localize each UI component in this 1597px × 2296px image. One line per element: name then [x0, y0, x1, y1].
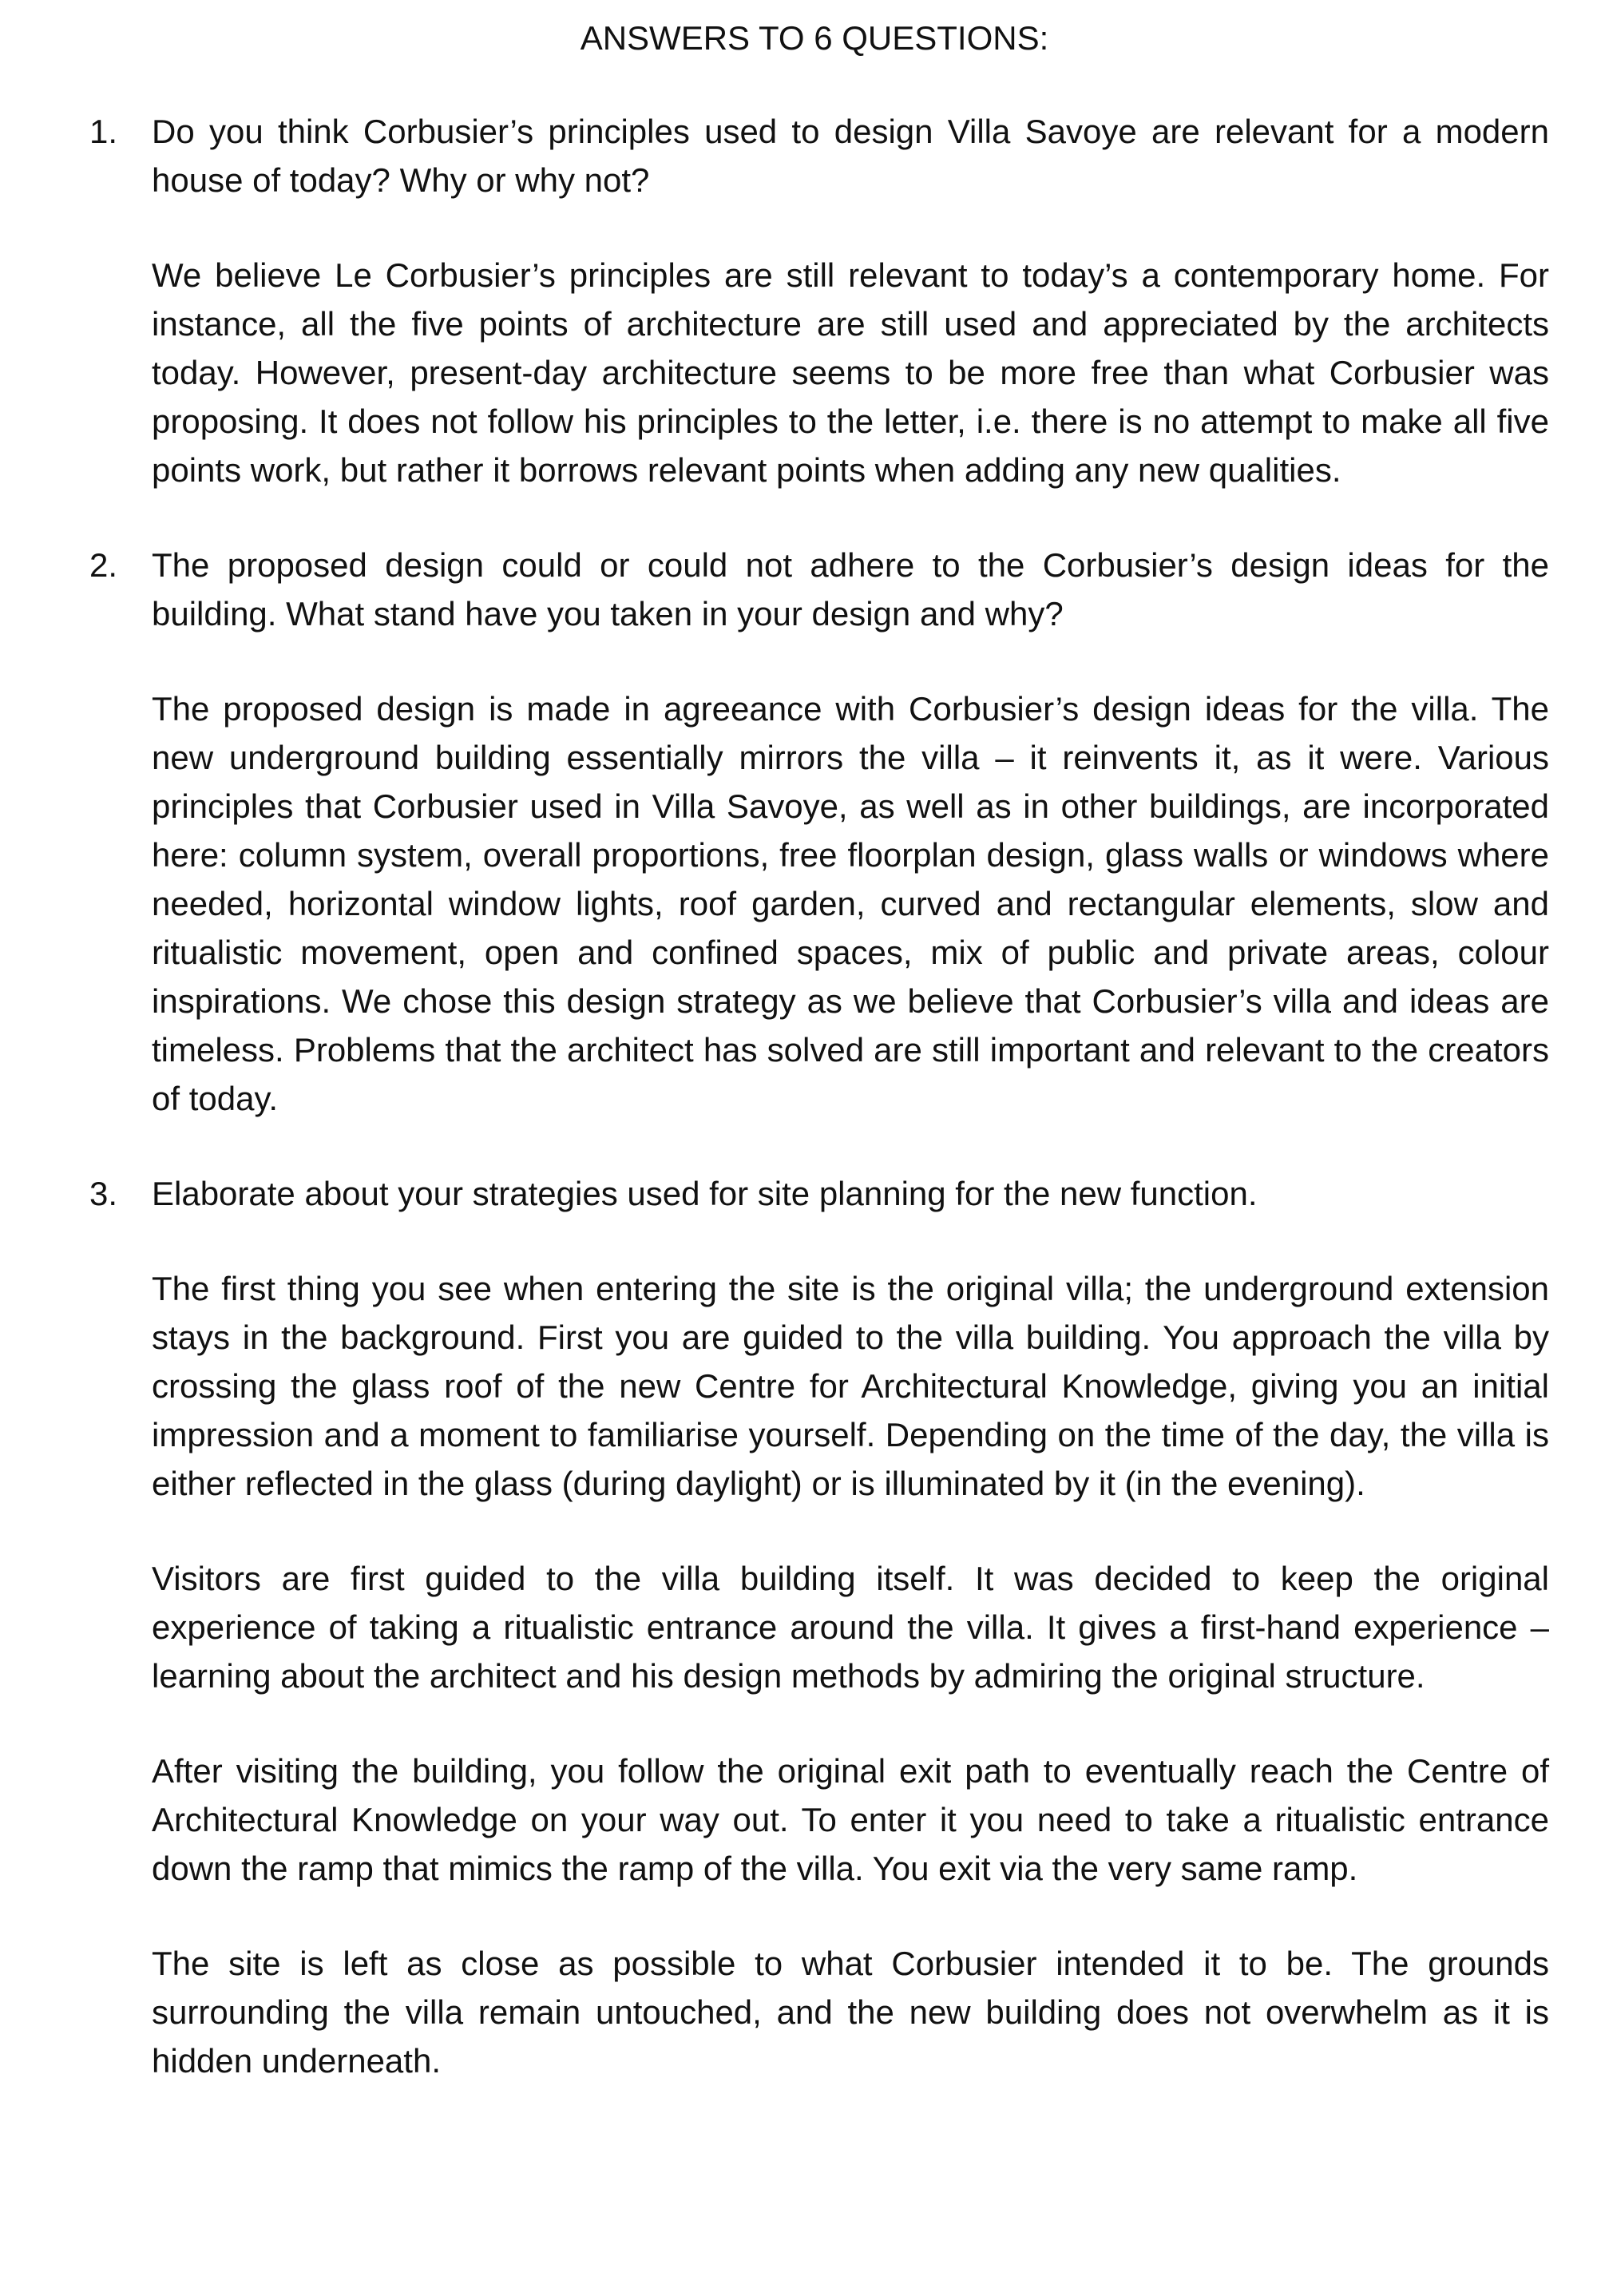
question-number: 2.	[89, 546, 118, 584]
answer-paragraph: We believe Le Corbusier’s principles are still relevant to today’s a contemporary home. For instance, all the five points of architecture are still used and appreciated by the architects today. However, present-day architecture seems to be more free than what Corbusier was proposing. It does not follow his principles to the letter, i.e. there is no attempt to make all five points work, but rather it borrows relevant points when adding any new qualities.	[152, 256, 1549, 489]
answer-paragraph: After visiting the building, you follow the original exit path to eventually reach the Centre of Architectural Knowledge on your way out. To enter it you need to take a ritualistic entrance down the ramp that mimics the ramp of the villa. You exit via the very same ramp.	[152, 1752, 1549, 1887]
answer-paragraph: Visitors are first guided to the villa building itself. It was decided to keep the original experience of taking a ritualistic entrance around the villa. It gives a first-hand experience – learning about the architect and his design methods by admiring the original structure.	[152, 1560, 1549, 1695]
answer-paragraph: The site is left as close as possible to what Corbusier intended it to be. The grounds surrounding the villa remain untouched, and the new building does not overwhelm as it is hidden underneath.	[152, 1945, 1549, 2080]
questions-list	[80, 107, 1549, 2085]
question-item-2	[80, 541, 1549, 1123]
question-number: 1.	[89, 113, 118, 150]
question-text: Elaborate about your strategies used for site planning for the new function.	[152, 1175, 1258, 1212]
question-text: The proposed design could or could not adhere to the Corbusier’s design ideas for the building. What stand have you taken in your design and why?	[152, 546, 1549, 632]
answer-paragraph: The first thing you see when entering the site is the original villa; the underground extension stays in the background. First you are guided to the villa building. You approach the villa by crossing the glass roof of the new Centre for Architectural Knowledge, giving you an initial impression and a moment to familiarise yourself. Depending on the time of the day, the villa is either reflected in the glass (during daylight) or is illuminated by it (in the evening).	[152, 1270, 1549, 1502]
question-number: 3.	[89, 1175, 118, 1212]
document-title: ANSWERS TO 6 QUESTIONS:	[580, 19, 1049, 57]
question-item-1	[80, 107, 1549, 494]
question-item-3	[80, 1169, 1549, 2085]
question-text: Do you think Corbusier’s principles used to design Villa Savoye are relevant for a modern house of today? Why or why not?	[152, 113, 1549, 199]
answer-paragraph: The proposed design is made in agreeance with Corbusier’s design ideas for the villa. The new underground building essentially mirrors the villa – it reinvents it, as it were. Various principles that Corbusier used in Villa Savoye, as well as in other buildings, are incorporated here: column system, overall proportions, free floorplan design, glass walls or windows where needed, horizontal window lights, roof garden, curved and rectangular elements, slow and ritualistic movement, open and confined spaces, mix of public and private areas, colour inspirations. We chose this design strategy as we believe that Corbusier’s villa and ideas are timeless. Problems that the architect has solved are still important and relevant to the creators of today.	[152, 690, 1549, 1117]
